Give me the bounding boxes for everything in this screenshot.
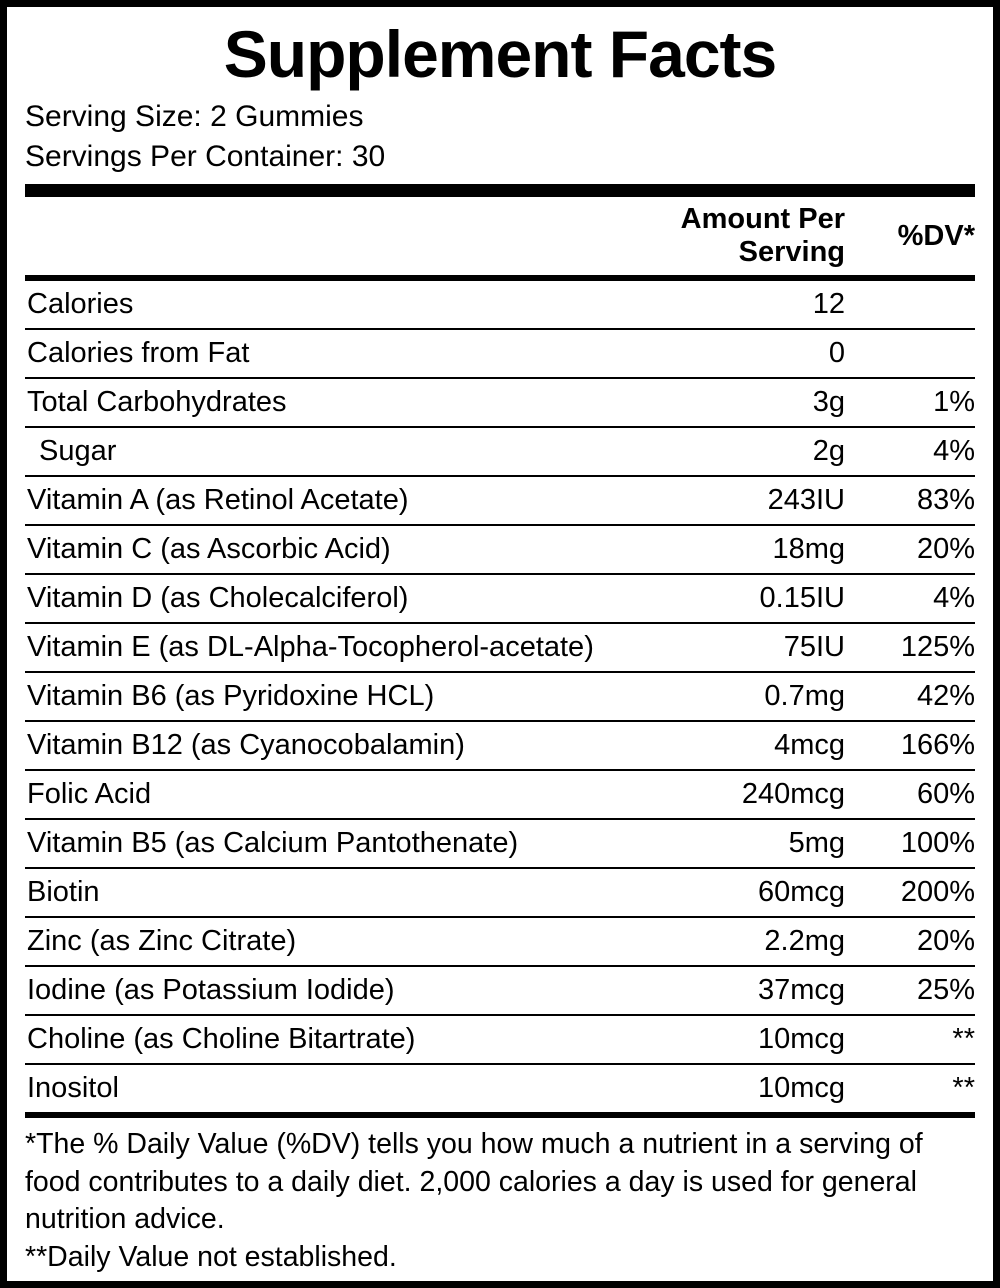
divider-thick-top — [25, 184, 975, 197]
row-daily-value: 1% — [845, 378, 975, 427]
row-nutrient-name: Vitamin C (as Ascorbic Acid) — [25, 525, 630, 574]
servings-per-container: Servings Per Container: 30 — [25, 139, 386, 173]
header-dv: %DV* — [897, 219, 975, 252]
row-amount: 18mg — [630, 525, 845, 574]
row-daily-value — [845, 281, 975, 329]
row-nutrient-name: Total Carbohydrates — [25, 378, 630, 427]
row-daily-value: 83% — [845, 476, 975, 525]
table-row — [25, 623, 975, 672]
row-nutrient-name: Vitamin D (as Cholecalciferol) — [25, 574, 630, 623]
table-row — [25, 721, 975, 770]
row-daily-value: 25% — [845, 966, 975, 1015]
row-nutrient-name: Choline (as Choline Bitartrate) — [25, 1015, 630, 1064]
row-daily-value: ** — [845, 1015, 975, 1064]
page-title: Supplement Facts — [223, 17, 777, 91]
table-row — [25, 427, 975, 476]
row-nutrient-name: Biotin — [25, 868, 630, 917]
row-amount: 37mcg — [630, 966, 845, 1015]
table-row — [25, 672, 975, 721]
table-row — [25, 1064, 975, 1112]
header-amount: Amount Per Serving — [680, 203, 845, 269]
header-name — [25, 197, 630, 275]
row-daily-value: 125% — [845, 623, 975, 672]
row-daily-value: 60% — [845, 770, 975, 819]
row-nutrient-name: Vitamin A (as Retinol Acetate) — [25, 476, 630, 525]
serving-size: Serving Size: 2 Gummies — [25, 100, 364, 133]
row-daily-value: 166% — [845, 721, 975, 770]
row-amount: 5mg — [630, 819, 845, 868]
table-row — [25, 574, 975, 623]
row-nutrient-name: Calories from Fat — [25, 329, 630, 378]
table-row — [25, 329, 975, 378]
row-nutrient-name: Inositol — [25, 1064, 630, 1112]
row-amount: 10mcg — [630, 1015, 845, 1064]
row-amount: 2.2mg — [630, 917, 845, 966]
table-row — [25, 281, 975, 329]
row-nutrient-name: Zinc (as Zinc Citrate) — [25, 917, 630, 966]
table-row — [25, 868, 975, 917]
row-nutrient-name: Vitamin B5 (as Calcium Pantothenate) — [25, 819, 630, 868]
row-nutrient-name: Sugar — [25, 427, 630, 476]
table-header-row — [25, 197, 975, 275]
table-row — [25, 476, 975, 525]
row-daily-value: 20% — [845, 917, 975, 966]
table-row — [25, 770, 975, 819]
nutrition-rows-table — [25, 281, 975, 1112]
row-daily-value: 4% — [845, 574, 975, 623]
table-row — [25, 966, 975, 1015]
row-amount: 3g — [630, 378, 845, 427]
row-nutrient-name: Calories — [27, 288, 134, 321]
row-daily-value: 20% — [845, 525, 975, 574]
row-amount: 75IU — [630, 623, 845, 672]
footnote-not-established: **Daily Value not established. — [25, 1241, 397, 1274]
row-daily-value — [845, 329, 975, 378]
row-amount: 4mcg — [630, 721, 845, 770]
row-nutrient-name: Vitamin B6 (as Pyridoxine HCL) — [25, 672, 630, 721]
row-daily-value: 4% — [845, 427, 975, 476]
row-amount: 0.15IU — [630, 574, 845, 623]
row-amount: 240mcg — [630, 770, 845, 819]
row-nutrient-name: Folic Acid — [25, 770, 630, 819]
row-nutrient-name: Vitamin E (as DL-Alpha-Tocopherol-acetate) — [25, 623, 630, 672]
row-amount: 0.7mg — [630, 672, 845, 721]
row-amount: 10mcg — [630, 1064, 845, 1112]
table-row — [25, 525, 975, 574]
row-nutrient-name: Iodine (as Potassium Iodide) — [25, 966, 630, 1015]
row-daily-value: ** — [845, 1064, 975, 1112]
row-daily-value: 200% — [845, 868, 975, 917]
row-daily-value: 100% — [845, 819, 975, 868]
table-row — [25, 917, 975, 966]
table-row — [25, 378, 975, 427]
nutrition-table — [25, 197, 975, 275]
row-amount: 0 — [630, 329, 845, 378]
table-row — [25, 1015, 975, 1064]
row-amount: 12 — [812, 288, 845, 321]
footnote-daily-value: *The % Daily Value (%DV) tells you how much a nutrient in a serving of food contributes to a daily diet. 2,000 calories a day is used for general nutrition advice. — [25, 1128, 923, 1236]
row-daily-value: 42% — [845, 672, 975, 721]
row-amount: 60mcg — [630, 868, 845, 917]
row-amount: 243IU — [630, 476, 845, 525]
table-row — [25, 819, 975, 868]
row-nutrient-name: Vitamin B12 (as Cyanocobalamin) — [25, 721, 630, 770]
row-amount: 2g — [630, 427, 845, 476]
footnotes — [25, 1118, 975, 1276]
